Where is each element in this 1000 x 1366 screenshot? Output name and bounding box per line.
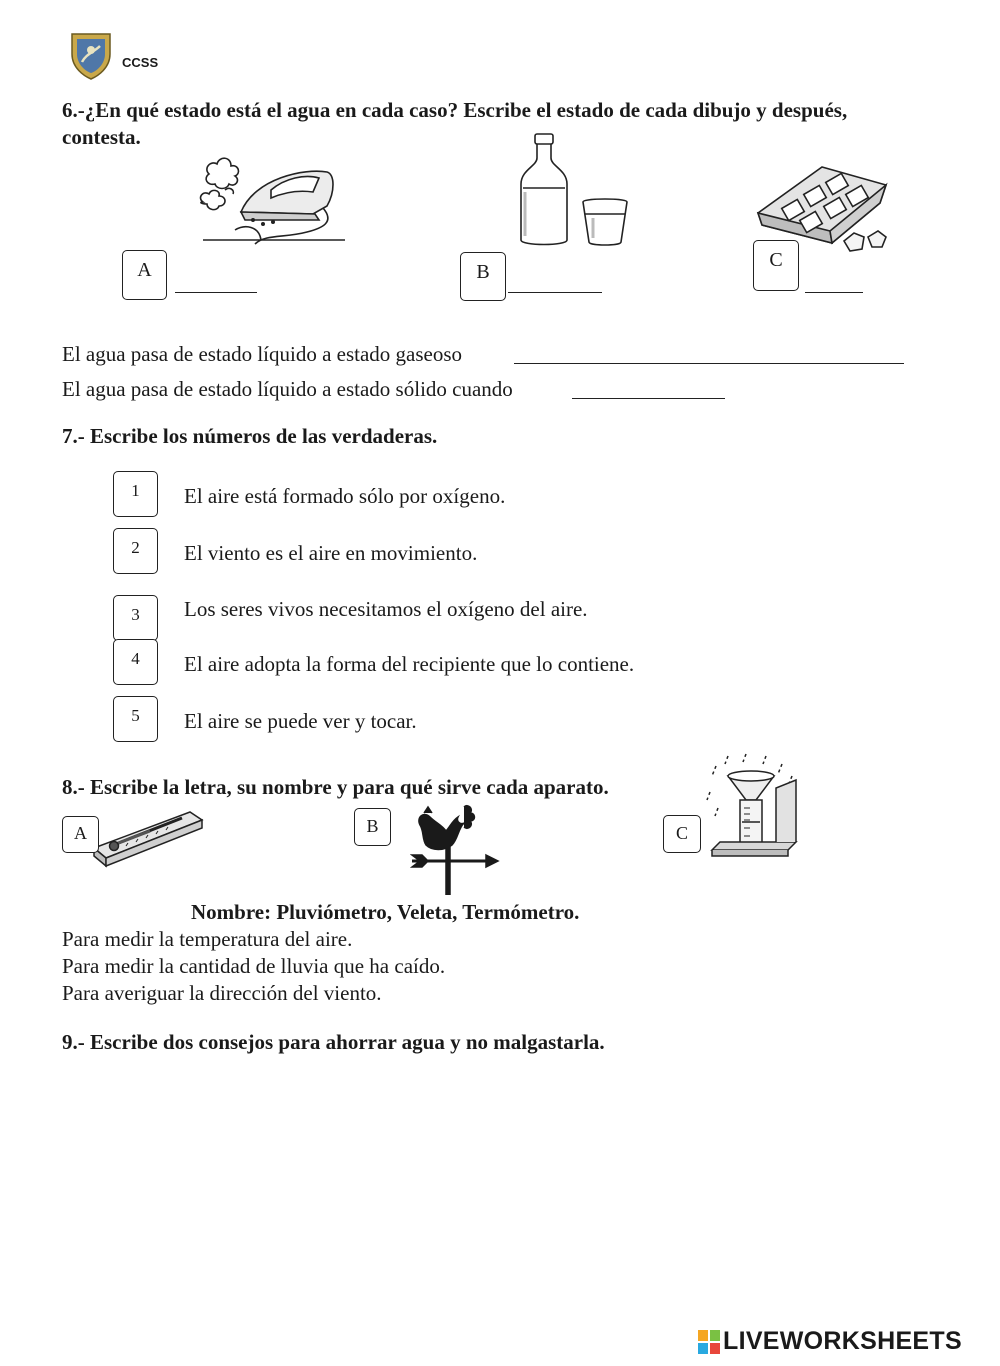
q8-names: Nombre: Pluviómetro, Veleta, Termómetro. bbox=[191, 900, 580, 924]
q6-letter-b-box bbox=[460, 252, 506, 301]
q6-title-line1: 6.-¿En qué estado está el agua en cada caso? Escribe el estado de cada dibujo y después, bbox=[62, 98, 848, 122]
q8-use-1: Para medir la temperatura del aire. bbox=[62, 927, 353, 951]
q6-answer-c-input[interactable] bbox=[805, 268, 867, 294]
q7-statement-5: El aire se puede ver y tocar. bbox=[184, 709, 417, 733]
q6-letter-a-box bbox=[122, 250, 167, 300]
q8-letter-b-box bbox=[354, 808, 391, 846]
q7-num-3: 3 bbox=[131, 605, 140, 624]
q7-statement-3: Los seres vivos necesitamos el oxígeno del aire. bbox=[184, 597, 588, 621]
q8-letter-c-box bbox=[663, 815, 701, 853]
liveworksheets-blocks-icon bbox=[698, 1330, 720, 1354]
q7-num-1: 1 bbox=[131, 481, 140, 500]
q7-checkbox-5[interactable] bbox=[113, 696, 158, 742]
q7-checkbox-2[interactable] bbox=[113, 528, 158, 574]
q6-sentence-solid-input[interactable] bbox=[572, 374, 729, 400]
school-label: CCSS bbox=[122, 55, 159, 70]
q7-checkbox-3[interactable] bbox=[113, 595, 158, 641]
q6-answer-b-input[interactable] bbox=[508, 268, 606, 294]
q6-letter-a: A bbox=[137, 259, 152, 281]
q7-statement-4: El aire adopta la forma del recipiente que lo contiene. bbox=[184, 652, 635, 676]
q8-letter-c: C bbox=[675, 823, 688, 843]
q7-checkbox-4[interactable] bbox=[113, 639, 158, 685]
weathervane-icon bbox=[410, 803, 500, 895]
thermometer-icon bbox=[90, 806, 205, 880]
q7-title: 7.- Escribe los números de las verdaderas. bbox=[62, 424, 438, 448]
rain-gauge-icon bbox=[706, 752, 801, 864]
school-shield-icon bbox=[70, 32, 112, 80]
q8-letter-b: B bbox=[366, 816, 379, 836]
bottle-glass-icon bbox=[515, 132, 635, 250]
q8-use-3: Para averiguar la dirección del viento. bbox=[62, 981, 382, 1005]
q8-title: 8.- Escribe la letra, su nombre y para qué sirve cada aparato. bbox=[62, 775, 609, 799]
q7-num-5: 5 bbox=[131, 706, 140, 725]
q7-num-4: 4 bbox=[131, 649, 140, 668]
q6-letter-b: B bbox=[476, 261, 490, 283]
q6-letter-c: C bbox=[769, 249, 783, 271]
q6-sentence-gaseous: El agua pasa de estado líquido a estado gaseoso bbox=[62, 342, 463, 366]
q8-letter-a-box bbox=[62, 816, 99, 853]
iron-steam-icon bbox=[195, 152, 345, 252]
q7-num-2: 2 bbox=[131, 538, 140, 557]
q6-answer-a-input[interactable] bbox=[175, 268, 261, 294]
q8-use-2: Para medir la cantidad de lluvia que ha caído. bbox=[62, 954, 446, 978]
q7-statement-2: El viento es el aire en movimiento. bbox=[184, 541, 478, 565]
q7-statement-1: El aire está formado sólo por oxígeno. bbox=[184, 484, 506, 508]
q6-letter-c-box bbox=[753, 240, 799, 291]
q9-answer-area[interactable] bbox=[62, 1070, 946, 1294]
school-logo bbox=[70, 32, 112, 80]
liveworksheets-brand: LIVEWORKSHEETS bbox=[723, 1327, 962, 1355]
q9-title: 9.- Escribe dos consejos para ahorrar agua y no malgastarla. bbox=[62, 1030, 605, 1054]
q8-letter-a: A bbox=[74, 823, 87, 843]
q6-sentence-gaseous-input[interactable] bbox=[514, 339, 908, 365]
q7-checkbox-1[interactable] bbox=[113, 471, 158, 517]
q6-sentence-solid: El agua pasa de estado líquido a estado sólido cuando bbox=[62, 377, 513, 401]
q6-title-line2: contesta. bbox=[62, 125, 141, 149]
liveworksheets-logo bbox=[698, 1330, 720, 1354]
